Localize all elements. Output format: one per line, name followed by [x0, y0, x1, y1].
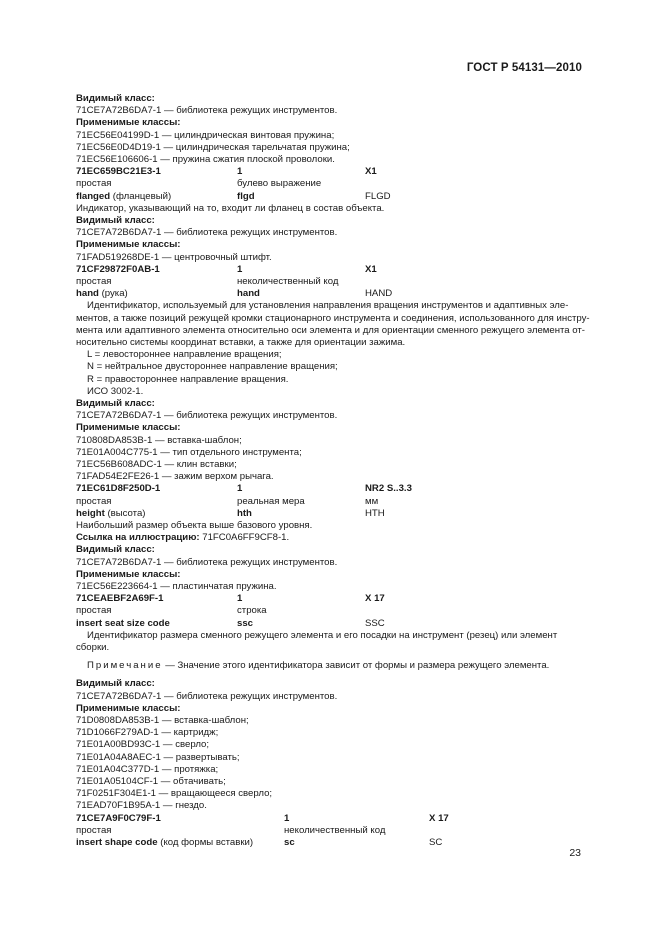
applicable-class-item: 71EAD70F1B95A-1 — гнездо.: [76, 800, 207, 812]
applicable-class-item: 710808DA853B-1 — вставка-шаблон;: [76, 434, 242, 446]
applicable-class-item: 71E01A00BD93C-1 — сверло;: [76, 739, 210, 751]
property-code: 71EC659BC21E3-1: [76, 166, 161, 178]
property-type-row: [76, 178, 583, 190]
property-kind: простая: [76, 178, 112, 190]
property-kind: простая: [76, 824, 112, 836]
property-unit: мм: [365, 495, 379, 507]
property-source-line: ИСО 3002-1.: [87, 385, 144, 397]
property-name-row: [76, 191, 583, 203]
property-format: X 17: [365, 593, 385, 605]
applicable-class-item: 71FAD519268DE-1 — центровочный штифт.: [76, 251, 272, 263]
property-type-row: [76, 825, 583, 837]
illustration-reference-value: 71FC0A6FF9CF8-1.: [199, 532, 290, 544]
property-description-line: мента или адаптивного элемента относительно оси элемента и для ориентации сменного режущего элемента от-: [76, 324, 586, 336]
applicable-class-item: 71D1066F279AD-1 — картридж;: [76, 727, 219, 739]
property-description-line: ментов, а также позиций режущей кромки стационарного инструмента и соединения, использованного для инстру-: [76, 312, 590, 324]
visible-class-item: 71CE7A72B6DA7-1 — библиотека режущих инструментов.: [76, 556, 338, 568]
property-version: 1: [237, 593, 243, 605]
property-unit: [365, 605, 583, 617]
property-kind: простая: [76, 495, 112, 507]
applicable-class-item: 71EC56E223664-1 — пластинчатая пружина.: [76, 580, 277, 592]
applicable-class-item: 71F0251F304E1-1 — вращающееся сверло;: [76, 788, 273, 800]
property-code: 71CE7A9F0C79F-1: [76, 812, 161, 824]
property-short-name: flgd: [237, 190, 255, 202]
property-kind: простая: [76, 605, 112, 617]
applicable-class-item: 71E01A04C377D-1 — протяжка;: [76, 763, 219, 775]
property-short-name: sc: [284, 836, 295, 848]
property-symbol: FLGD: [365, 190, 391, 202]
property-short-name: hth: [237, 507, 252, 519]
property-description: Наибольший размер объекта выше базового уровня.: [76, 519, 313, 531]
property-version: 1: [237, 263, 243, 275]
property-description-line: Идентификатор размера сменного режущего элемента и его посадки на инструмент (резец) или элемент: [87, 629, 558, 641]
property-name-ru: (фланцевый): [110, 190, 172, 202]
visible-class-label: Видимый класс:: [76, 397, 155, 409]
property-code: 71CF29872F0AB-1: [76, 263, 160, 275]
property-unit: [365, 276, 583, 288]
property-value-line: N = нейтральное двустороннее направление вращения;: [87, 361, 338, 373]
page-content: [76, 93, 590, 849]
property-value-line: L = левостороннее направление вращения;: [87, 349, 282, 361]
property-name: [76, 837, 284, 849]
property-description-line: носительно системы координат вставки, а также для ориентации зажима.: [76, 336, 406, 348]
visible-class-item: 71CE7A72B6DA7-1 — библиотека режущих инструментов.: [76, 690, 338, 702]
applicable-class-item: 71EC56E0D4D19-1 — цилиндрическая тарельчатая пружина;: [76, 141, 350, 153]
property-name-ru: (рука): [98, 288, 128, 300]
property-format: X1: [365, 263, 377, 275]
property-name-row: [76, 618, 583, 630]
note: [76, 660, 583, 672]
property-datatype: булево выражение: [237, 178, 322, 190]
visible-class-item: 71CE7A72B6DA7-1 — библиотека режущих инструментов.: [76, 227, 338, 239]
property-code: 71EC61D8F250D-1: [76, 483, 161, 495]
applicable-class-item: 71E01A04A8AEC-1 — развертывать;: [76, 751, 240, 763]
visible-class-item: 71CE7A72B6DA7-1 — библиотека режущих инструментов.: [76, 410, 338, 422]
property-name-ru: (высота): [104, 507, 146, 519]
property-id-row: [76, 166, 583, 178]
standard-number: ГОСТ Р 54131—2010: [466, 62, 582, 74]
property-id-row: [76, 593, 583, 605]
property-version: 1: [237, 166, 243, 178]
property-symbol: SC: [429, 836, 443, 848]
property-datatype: неколичественный код: [284, 824, 386, 836]
property-name-en: flanged: [76, 190, 111, 202]
property-format: X 17: [429, 812, 449, 824]
applicable-classes-label: Применимые классы:: [76, 702, 181, 714]
property-id-row: [76, 264, 583, 276]
property-datatype: реальная мера: [237, 495, 305, 507]
visible-class-item: 71CE7A72B6DA7-1 — библиотека режущих инструментов.: [76, 105, 338, 117]
property-id-row: [76, 813, 583, 825]
applicable-class-item: 71FAD54E2FE26-1 — зажим верхом рычага.: [76, 471, 274, 483]
property-name-row: [76, 508, 583, 520]
applicable-class-item: 71EC56E106606-1 — пружина сжатия плоской проволоки.: [76, 154, 335, 166]
property-datatype: неколичественный код: [237, 275, 339, 287]
property-unit: [429, 825, 583, 837]
property-version: 1: [237, 483, 243, 495]
property-unit: [365, 178, 583, 190]
property-kind: простая: [76, 275, 112, 287]
property-name: [76, 191, 237, 203]
property-symbol: HTH: [365, 507, 385, 519]
applicable-classes-label: Применимые классы:: [76, 239, 181, 251]
property-type-row: [76, 276, 583, 288]
applicable-class-item: 71D0808DA853B-1 — вставка-шаблон;: [76, 714, 249, 726]
property-symbol: SSC: [365, 617, 385, 629]
property-name: [76, 508, 237, 520]
property-description-line: Идентификатор, используемый для установления направления вращения инструментов и адаптивных эле-: [87, 300, 569, 312]
applicable-class-item: 71EC56B608ADC-1 — клин вставки;: [76, 459, 237, 470]
visible-class-label: Видимый класс:: [76, 214, 155, 226]
property-name-en: insert shape code: [76, 836, 158, 848]
property-version: 1: [284, 812, 290, 824]
property-name: [76, 618, 237, 630]
property-value-line: R = правостороннее направление вращения.: [87, 373, 289, 385]
property-description: Индикатор, указывающий на то, входит ли фланец в состав объекта.: [76, 202, 385, 214]
note-label: Примечание: [87, 660, 163, 672]
property-code: 71CEAEBF2A69F-1: [76, 593, 164, 605]
illustration-reference: [76, 532, 583, 544]
property-name: [76, 288, 237, 300]
note-text: — Значение этого идентификатора зависит от формы и размера режущего элемента.: [162, 660, 550, 672]
property-type-row: [76, 605, 583, 617]
property-name-en: insert seat size code: [76, 617, 170, 629]
applicable-class-item: 71E01A05104CF-1 — обтачивать;: [76, 775, 226, 787]
property-short-name: hand: [237, 288, 260, 300]
applicable-classes-label: Применимые классы:: [76, 117, 181, 129]
page-number: 23: [569, 847, 581, 859]
property-name-ru: (код формы вставки): [157, 836, 254, 848]
property-name-row: [76, 837, 583, 849]
visible-class-label: Видимый класс:: [76, 544, 155, 556]
property-id-row: [76, 483, 583, 495]
property-name-en: hand: [76, 288, 99, 300]
property-datatype: строка: [237, 605, 267, 617]
illustration-reference-label: Ссылка на иллюстрацию:: [76, 532, 200, 544]
property-format: NR2 S..3.3: [365, 483, 412, 495]
visible-class-label: Видимый класс:: [76, 93, 155, 104]
property-symbol: HAND: [365, 288, 393, 300]
property-name-row: [76, 288, 583, 300]
property-type-row: [76, 496, 583, 508]
property-format: X1: [365, 166, 377, 178]
visible-class-label: Видимый класс:: [76, 678, 155, 690]
applicable-classes-label: Применимые классы:: [76, 568, 181, 580]
applicable-class-item: 71E01A004C775-1 — тип отдельного инструмента;: [76, 446, 302, 458]
applicable-class-item: 71EC56E04199D-1 — цилиндрическая винтовая пружина;: [76, 129, 335, 141]
property-description-line: сборки.: [76, 641, 110, 653]
property-short-name: ssc: [237, 617, 254, 629]
property-name-en: height: [76, 507, 105, 519]
applicable-classes-label: Применимые классы:: [76, 422, 181, 434]
